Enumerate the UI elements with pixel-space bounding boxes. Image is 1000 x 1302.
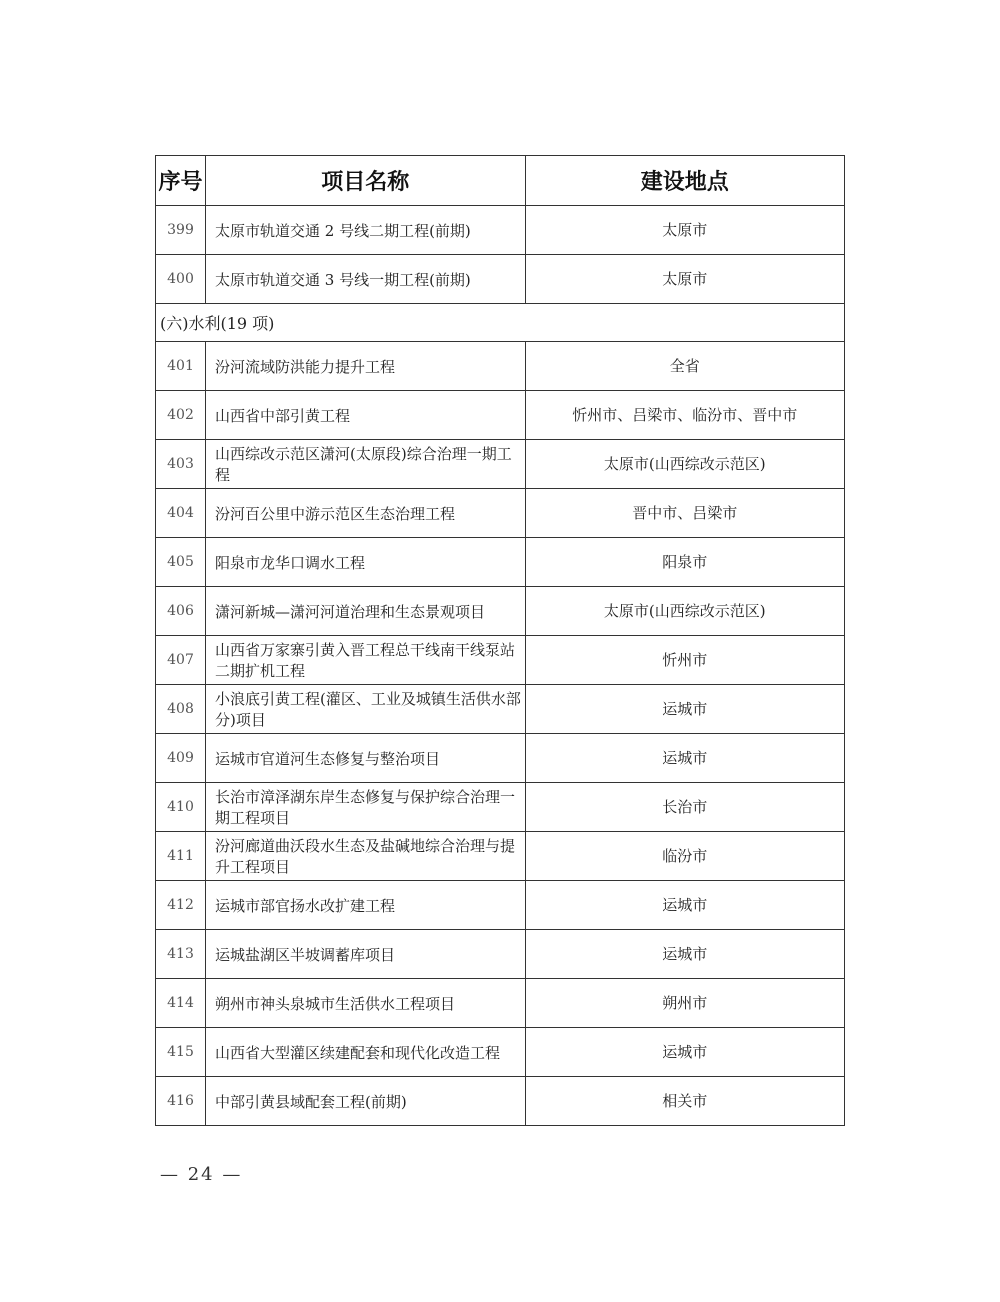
project-name: 长治市漳泽湖东岸生态修复与保护综合治理一期工程项目 (206, 783, 526, 832)
project-name: 运城市部官扬水改扩建工程 (206, 881, 526, 930)
page-number: — 24 — (160, 1164, 243, 1185)
row-number: 415 (156, 1028, 206, 1077)
project-name: 运城市官道河生态修复与整治项目 (206, 734, 526, 783)
table-row (156, 489, 845, 538)
project-location: 太原市 (525, 206, 845, 255)
project-location: 朔州市 (525, 979, 845, 1028)
project-name: 太原市轨道交通 2 号线二期工程(前期) (206, 206, 526, 255)
row-number: 400 (156, 255, 206, 304)
project-location: 阳泉市 (525, 538, 845, 587)
table-row (156, 391, 845, 440)
row-number: 402 (156, 391, 206, 440)
row-number: 411 (156, 832, 206, 881)
header-location: 建设地点 (525, 156, 845, 206)
project-location: 太原市(山西综改示范区) (525, 587, 845, 636)
row-number: 407 (156, 636, 206, 685)
project-name: 朔州市神头泉城市生活供水工程项目 (206, 979, 526, 1028)
project-name: 太原市轨道交通 3 号线一期工程(前期) (206, 255, 526, 304)
table-row (156, 832, 845, 881)
row-number: 413 (156, 930, 206, 979)
project-location: 运城市 (525, 685, 845, 734)
project-name: 运城盐湖区半坡调蓄库项目 (206, 930, 526, 979)
row-number: 412 (156, 881, 206, 930)
row-number: 401 (156, 342, 206, 391)
project-table (155, 155, 845, 1126)
row-number: 414 (156, 979, 206, 1028)
project-name: 山西省中部引黄工程 (206, 391, 526, 440)
project-name: 小浪底引黄工程(灌区、工业及城镇生活供水部分)项目 (206, 685, 526, 734)
table-row (156, 734, 845, 783)
project-location: 相关市 (525, 1077, 845, 1126)
project-location: 忻州市、吕梁市、临汾市、晋中市 (525, 391, 845, 440)
section-title: (六)水利(19 项) (156, 304, 845, 342)
project-name: 汾河廊道曲沃段水生态及盐碱地综合治理与提升工程项目 (206, 832, 526, 881)
table-row (156, 440, 845, 489)
project-location: 运城市 (525, 881, 845, 930)
table-row (156, 881, 845, 930)
row-number: 403 (156, 440, 206, 489)
section-row (156, 304, 845, 342)
header-name: 项目名称 (206, 156, 526, 206)
row-number: 416 (156, 1077, 206, 1126)
project-name: 阳泉市龙华口调水工程 (206, 538, 526, 587)
project-location: 太原市 (525, 255, 845, 304)
project-name: 汾河流域防洪能力提升工程 (206, 342, 526, 391)
row-number: 410 (156, 783, 206, 832)
row-number: 405 (156, 538, 206, 587)
project-name: 山西省大型灌区续建配套和现代化改造工程 (206, 1028, 526, 1077)
project-location: 晋中市、吕梁市 (525, 489, 845, 538)
row-number: 406 (156, 587, 206, 636)
table-row (156, 206, 845, 255)
row-number: 409 (156, 734, 206, 783)
project-location: 忻州市 (525, 636, 845, 685)
project-location: 运城市 (525, 930, 845, 979)
table-row (156, 636, 845, 685)
table-row (156, 979, 845, 1028)
table-row (156, 783, 845, 832)
table-row (156, 930, 845, 979)
table-row (156, 342, 845, 391)
table-row (156, 685, 845, 734)
project-location: 长治市 (525, 783, 845, 832)
table-row (156, 1028, 845, 1077)
project-location: 运城市 (525, 1028, 845, 1077)
project-name: 中部引黄县域配套工程(前期) (206, 1077, 526, 1126)
project-name: 山西综改示范区潇河(太原段)综合治理一期工程 (206, 440, 526, 489)
project-location: 临汾市 (525, 832, 845, 881)
project-name: 汾河百公里中游示范区生态治理工程 (206, 489, 526, 538)
table-row (156, 1077, 845, 1126)
project-name: 潇河新城—潇河河道治理和生态景观项目 (206, 587, 526, 636)
row-number: 399 (156, 206, 206, 255)
table-row (156, 587, 845, 636)
project-name: 山西省万家寨引黄入晋工程总干线南干线泵站二期扩机工程 (206, 636, 526, 685)
row-number: 408 (156, 685, 206, 734)
project-location: 运城市 (525, 734, 845, 783)
header-no: 序号 (156, 156, 206, 206)
project-location: 太原市(山西综改示范区) (525, 440, 845, 489)
row-number: 404 (156, 489, 206, 538)
table-header (156, 156, 845, 206)
table-row (156, 538, 845, 587)
table-row (156, 255, 845, 304)
project-location: 全省 (525, 342, 845, 391)
